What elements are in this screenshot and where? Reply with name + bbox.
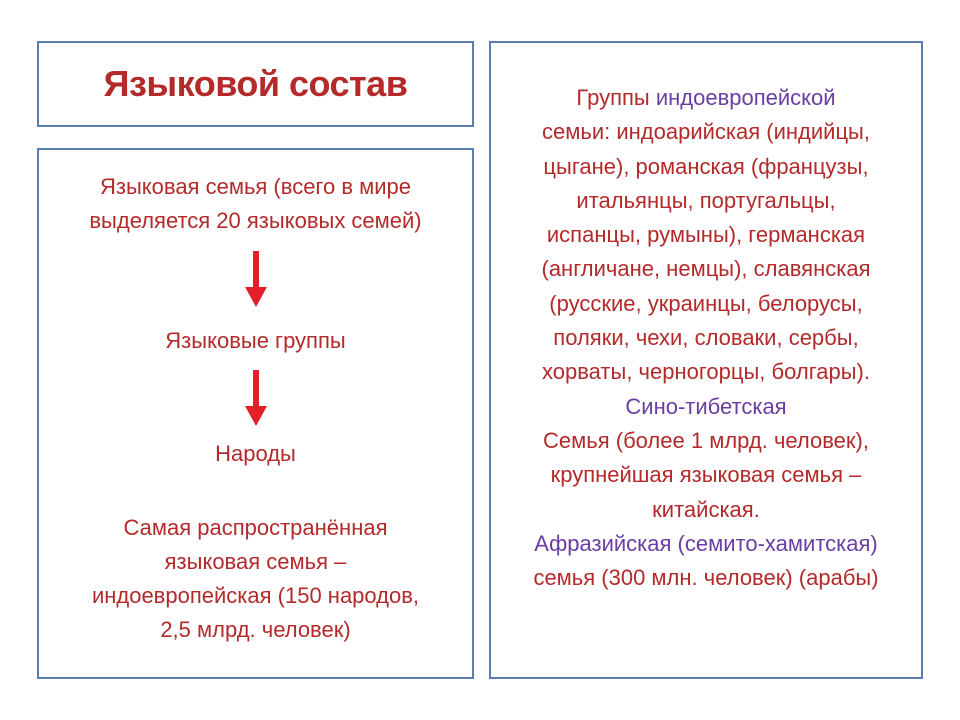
text-line: индоевропейская (150 народов, (91, 583, 420, 608)
text-line: поляки, чехи, словаки, сербы, (553, 325, 859, 351)
sino-tibetan-label: Сино-тибетская (625, 393, 787, 419)
language-family-text (39, 170, 472, 238)
language-groups-text: Языковые группы (165, 328, 346, 353)
text-line: Семья (более 1 млрд. человек), (543, 427, 869, 453)
text-line: хорваты, черногорцы, болгары). (542, 359, 870, 385)
text-line: цыгане), романская (французы, (543, 153, 869, 179)
peoples-text: Народы (215, 441, 296, 466)
text-line: семья (300 млн. человек) (арабы) (533, 565, 879, 591)
down-arrow-icon (244, 370, 268, 426)
text-fragment: Группы (576, 85, 656, 110)
language-groups-description (497, 81, 915, 595)
text-line: выделяется 20 языковых семей) (89, 208, 422, 233)
text-line: Самая распространённая (123, 515, 388, 540)
title-panel (37, 41, 474, 127)
indo-european-label: индоевропейской (655, 85, 836, 110)
page-title: Языковой состав (103, 63, 408, 104)
text-line: (русские, украинцы, белорусы, (549, 290, 863, 316)
text-line: языковая семья – (164, 549, 347, 574)
down-arrow-icon (244, 251, 268, 307)
text-line (497, 81, 915, 115)
hierarchy-panel (37, 148, 474, 679)
text-line: итальянцы, португальцы, (576, 187, 836, 213)
text-line: испанцы, румыны), германская (546, 222, 866, 248)
language-groups-panel (489, 41, 923, 679)
text-line: крупнейшая языковая семья – (550, 462, 862, 488)
text-line: китайская. (652, 496, 760, 522)
text-line: семьи: индоарийская (индийцы, (542, 119, 870, 145)
text-line: 2,5 млрд. человек) (160, 617, 351, 642)
most-common-family-text (39, 511, 472, 647)
text-line: Языковая семья (всего в мире (99, 174, 412, 199)
text-line: (англичане, немцы), славянская (541, 256, 871, 282)
afroasiatic-label: Афразийская (семито-хамитская) (534, 530, 878, 556)
